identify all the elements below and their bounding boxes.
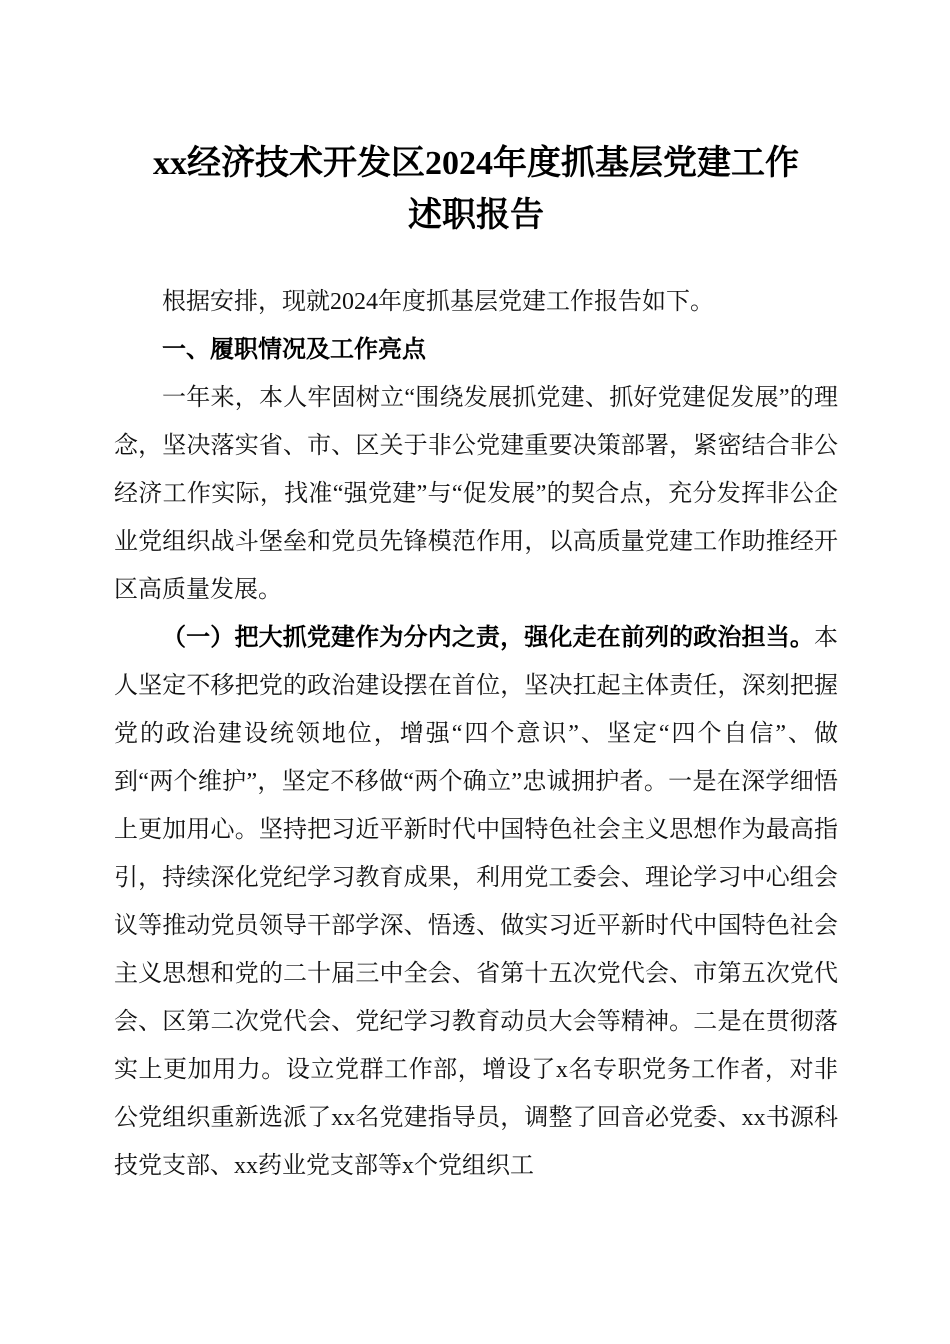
document-title bbox=[114, 138, 838, 242]
section-heading-1: 一、履职情况及工作亮点 bbox=[162, 337, 426, 363]
document-title-line-2: 述职报告 bbox=[408, 197, 544, 234]
paragraph-overview: 一年来，本人牢固树立“围绕发展抓党建、抓好党建促发展”的理念，坚决落实省、市、区关于非公党建重要决策部署，紧密结合非公经济工作实际，找准“强党建”与“促发展”的契合点，充分发挥非公企业党组织战斗堡垒和党员先锋模范作用，以高质量党建工作助推经开区高质量发展。 bbox=[114, 385, 838, 603]
document-title-line-1: xx经济技术开发区2024年度抓基层党建工作 bbox=[153, 145, 799, 182]
paragraph-section-1-1-lead: （一）把大抓党建作为分内之责，强化走在前列的政治担当。 bbox=[162, 625, 814, 651]
paragraph-intro: 根据安排，现就2024年度抓基层党建工作报告如下。 bbox=[162, 289, 714, 315]
paragraph-section-1-1-body: 本人坚定不移把党的政治建设摆在首位，坚决扛起主体责任，深刻把握党的政治建设统领地位，增强“四个意识”、坚定“四个自信”、做到“两个维护”，坚定不移做“两个确立”忠诚拥护者。一是在深学细悟上更加用心。坚持把习近平新时代中国特色社会主义思想作为最高指引，持续深化党纪学习教育成果，利用党工委会、理论学习中心组会议等推动党员领导干部学深、悟透、做实习近平新时代中国特色社会主义思想和党的二十届三中全会、省第十五次党代会、市第五次党代会、区第二次党代会、党纪学习教育动员大会等精神。二是在贯彻落实上更加用力。设立党群工作部，增设了x名专职党务工作者，对非公党组织重新选派了xx名党建指导员，调整了回音必党委、xx书源科技党支部、xx药业党支部等x个党组织工 bbox=[114, 625, 838, 1179]
paragraph-section-1-1 bbox=[114, 614, 838, 1190]
